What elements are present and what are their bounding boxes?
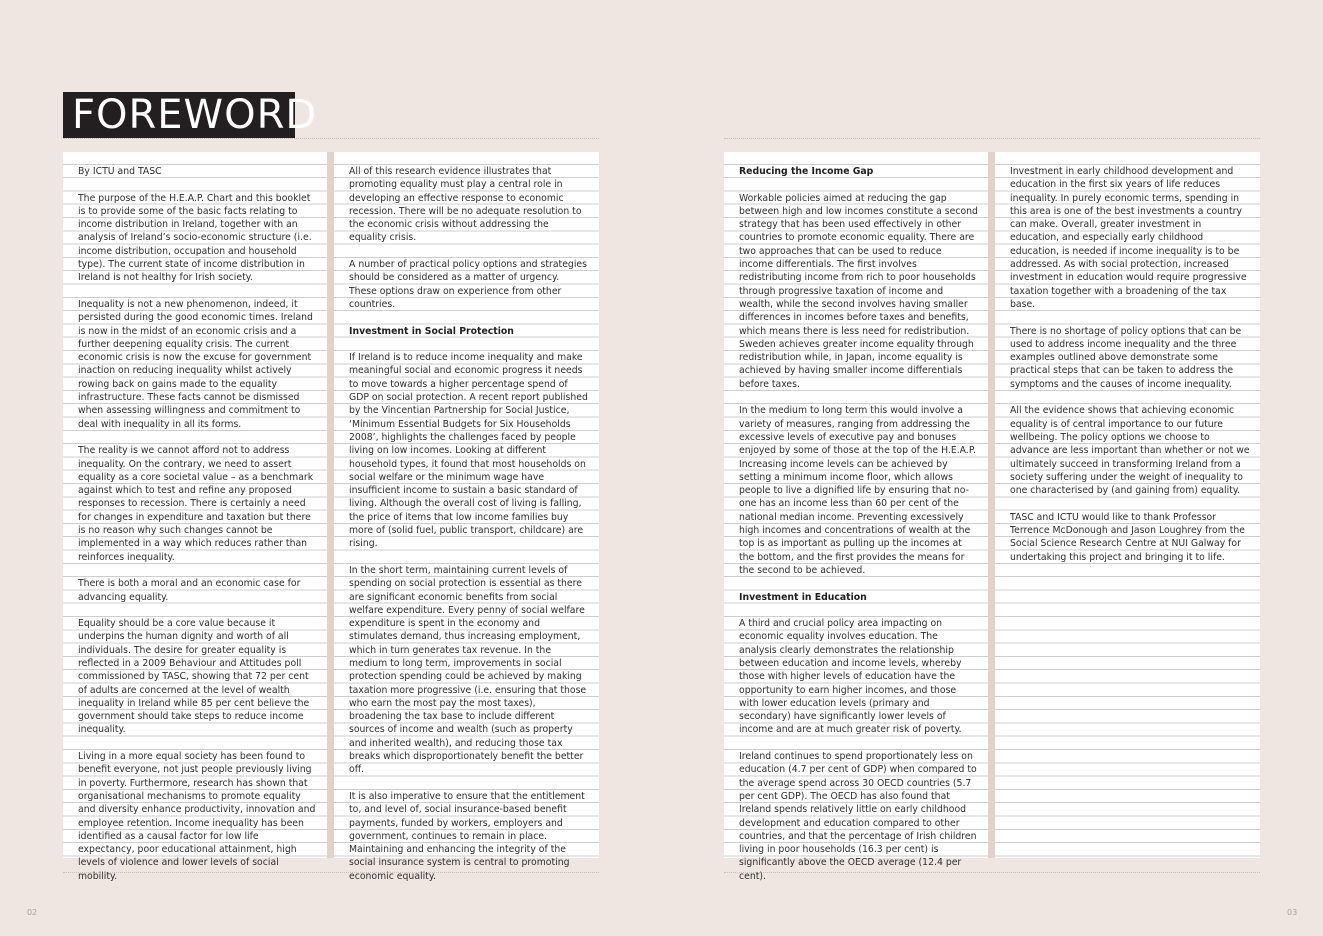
paragraph: If Ireland is to reduce income inequality and make meaningful social and economic progress it needs to move towards a higher percentage spend of GDP on social protection. A recent report published by the Vincentian Partnership for Social Justice, ‘Minimum Essential Budgets for Six Households 2008’, highlights the challenges faced by people living on low incomes. Looking at different household types, it found that most households on social welfare or the minimum wage have insufficient income to sustain a basic standard of living. Although the overall cost of living is falling, the price of items that low income families buy more of (solid fuel, public transport, childcare) are rising. [349, 352, 588, 550]
column-text [349, 165, 589, 896]
paragraph: All the evidence shows that achieving economic equality is of central importance to our future wellbeing. The policy options we choose to advance are less important than whether or not we ultimately succeed in transforming Ireland from a society suffering under the weight of inequality to one characterised by (and gaining from) equality. [1010, 405, 1250, 497]
right-page-column-1 [724, 152, 988, 882]
divider [63, 138, 599, 139]
paragraph: TASC and ICTU would like to thank Professor Terrence McDonough and Jason Loughrey from the Social Science Research Centre at NUI Galway for undertaking this project and bringing it to life. [1010, 511, 1245, 563]
paragraph: In the short term, maintaining current levels of spending on social protection is essential as there are significant economic benefits from social welfare expenditure. Every penny of social welfare expenditure is spent in the economy and stimulates demand, thus increasing employment, which in turn generates tax revenue. In the medium to long term, improvements in social protection spending could be achieved by making taxation more progressive (i.e. ensuring that those who earn the most pay the most taxes), broadening the tax base to include different sources of income and wealth (such as property and inherited wealth), and reducing those tax breaks which disproportionately benefit the better off. [349, 564, 587, 776]
right-page-column-2 [995, 152, 1260, 858]
paragraph: By ICTU and TASC [78, 166, 162, 177]
column-gutter [988, 152, 995, 858]
paragraph: In the medium to long term this would involve a variety of measures, ranging from addressing the excessive levels of executive pay and bonuses enjoyed by some of those at the top of the H.E.A.P. Increasing income levels can be achieved by setting a minimum income floor, which allows people to live a dignified life by ensuring that no-one has an income less than 60 per cent of the national median income. Preventing excessively high incomes and concentrations of wealth at the top is as important as pulling up the incomes at the bottom, and the first provides the means for the second to be achieved. [739, 405, 976, 576]
paragraph: There is both a moral and an economic case for advancing equality. [78, 578, 301, 603]
paragraph: Ireland continues to spend proportionately less on education (4.7 per cent of GDP) when compared to the average spend across 30 OECD countries (5.7 per cent GDP). The OECD has also found that Ireland spends relatively little on early childhood development and education compared to other countries, and that the percentage of Irish children living in poor households (16.3 per cent) is significantly above the OECD average (12.4 per cent). [739, 751, 977, 882]
page-title: FOREWORD [63, 92, 295, 138]
paragraph: It is also imperative to ensure that the entitlement to, and level of, social insurance-based benefit payments, funded by workers, employers and government, continues to remain in place. Maintaining and enhancing the integrity of the social insurance system is central to promoting economic equality. [349, 790, 585, 882]
paragraph: A third and crucial policy area impacting on economic equality involves education. The analysis clearly demonstrates the relationship between education and income levels, whereby those with higher levels of education have the opportunity to earn higher incomes, and those with lower education levels (primary and secondary) have significantly lower levels of income and are at much greater risk of poverty. [739, 618, 962, 736]
section-heading: Investment in Education [739, 591, 867, 603]
paragraph: Investment in early childhood development and education in the first six years of life reduces inequality. In purely economic terms, spending in this area is one of the best investments a country can make. Overall, greater investment in education, and especially early childhood education, is needed if income inequality is to be addressed. As with social protection, increased investment in education would require progressive taxation together with a broadening of the tax base. [1010, 166, 1247, 310]
column-text [1010, 165, 1250, 577]
paragraph: Inequality is not a new phenomenon, indeed, it persisted during the good economic times. Ireland is now in the midst of an economic crisis and a further deepening equality crisis. The current economic crisis is now the excuse for government inaction on reducing inequality whilst actively rowing back on gains made to the equality infrastructure. These facts cannot be dismissed when assessing willingness and commitment to deal with inequality in all its forms. [78, 298, 313, 430]
divider [724, 138, 1260, 139]
page-number-right: 03 [1287, 908, 1298, 917]
left-page [63, 152, 599, 882]
right-page [724, 152, 1260, 882]
paragraph: The reality is we cannot afford not to address inequality. On the contrary, we need to assert equality as a core societal value – as a benchmark against which to test and refine any proposed responses to recession. There is certainly a need for changes in expenditure and taxation but there is no reason why such changes cannot be implemented in a way which reduces rather than reinforces inequality. [78, 445, 314, 563]
paragraph: Equality should be a core value because it underpins the human dignity and worth of all individuals. The desire for greater equality is reflected in a 2009 Behaviour and Attitudes poll commissioned by TASC, showing that 72 per cent of adults are concerned at the level of wealth inequality in Ireland while 85 per cent believe the government should take steps to reduce income inequality. [78, 618, 310, 736]
paragraph: A number of practical policy options and strategies should be considered as a matter of urgency. These options draw on experience from other countries. [349, 259, 587, 310]
paragraph: Workable policies aimed at reducing the gap between high and low incomes constitute a second strategy that has been used effectively in other countries to promote economic equality. There are two approaches that can be used to reduce income differentials. The first involves redistributing income from rich to poor households through progressive taxation of income and wealth, while the second involves having smaller differences in incomes before taxes and benefits, which means there is less need for redistribution. Sweden achieves greater income equality through redistribution while, in Japan, income equality is achieved by having smaller income differentials before taxes. [739, 192, 978, 390]
section-heading: Investment in Social Protection [349, 325, 514, 337]
section-heading: Reducing the Income Gap [739, 166, 874, 177]
left-page-column-1 [63, 152, 327, 882]
paragraph: The purpose of the H.E.A.P. Chart and this booklet is to provide some of the basic facts relating to income distribution in Ireland, together with an analysis of Ireland’s socio-economic structure (i.e. income distribution, occupation and household type). The current state of income distribution in Ireland is not healthy for Irish society. [78, 192, 312, 284]
column-text [739, 165, 978, 896]
column-gutter [327, 152, 334, 858]
column-text [78, 165, 317, 896]
paragraph: There is no shortage of policy options that can be used to address income inequality and the three examples outlined above demonstrate some practical steps that can be taken to address the symptoms and the causes of income inequality. [1010, 325, 1242, 390]
paragraph: All of this research evidence illustrates that promoting equality must play a central role in developing an effective response to economic recession. There will be no adequate resolution to the economic crisis without addressing the equality crisis. [349, 166, 582, 244]
paragraph: Living in a more equal society has been found to benefit everyone, not just people previously living in poverty. Furthermore, research has shown that organisational mechanisms to promote equality and diversity enhance productivity, innovation and employee retention. Income inequality has been identified as a causal factor for low life expectancy, poor educational attainment, high levels of violence and lower levels of social mobility. [78, 751, 316, 882]
page-number-left: 02 [27, 908, 38, 917]
left-page-column-2 [334, 152, 599, 882]
